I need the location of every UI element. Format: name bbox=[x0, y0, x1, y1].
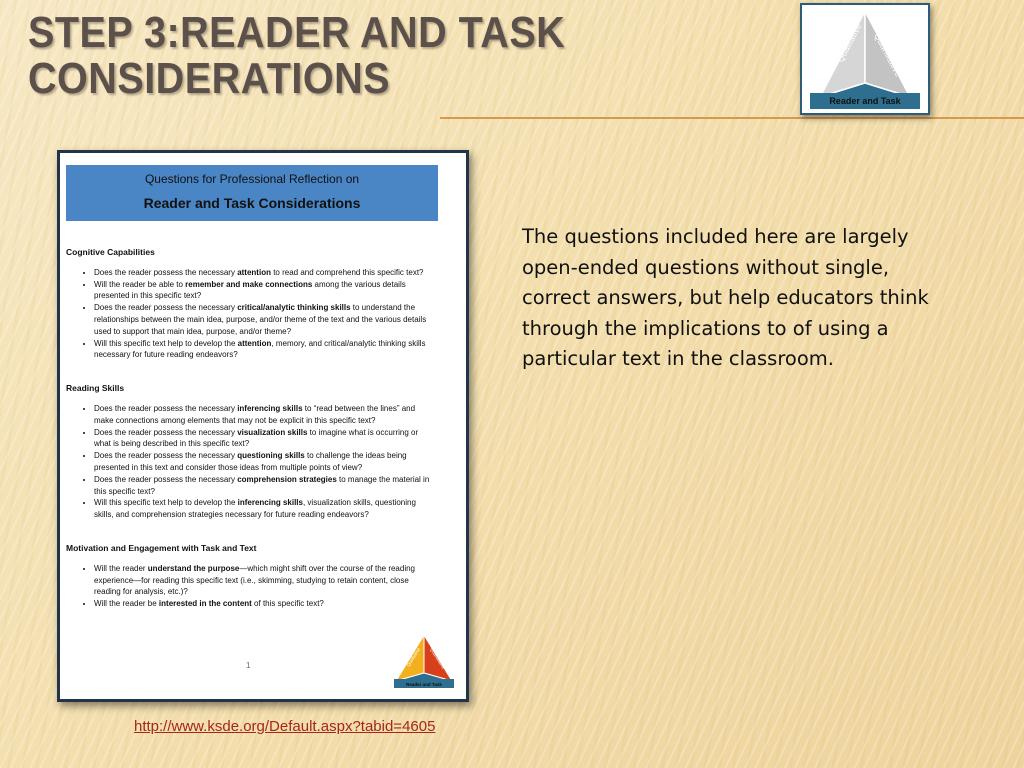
document-question bbox=[94, 450, 436, 474]
slide-title bbox=[28, 10, 658, 102]
document-logo-bottom-label: Reader and Task bbox=[406, 682, 442, 687]
document-question bbox=[94, 403, 436, 427]
document-header bbox=[66, 165, 438, 221]
document-question bbox=[94, 563, 436, 598]
document-preview bbox=[57, 150, 469, 702]
document-header-subtitle: Questions for Professional Reflection on bbox=[144, 172, 360, 186]
triangle-logo-graphic bbox=[802, 5, 928, 113]
question-key-term: comprehension strategies bbox=[237, 474, 337, 484]
slide-title-line-2: CONSIDERATIONS bbox=[28, 54, 390, 103]
question-key-term: attention bbox=[237, 338, 272, 348]
logo-left-label: Qualitative bbox=[834, 21, 864, 64]
question-key-term: critical/analytic thinking skills bbox=[237, 303, 351, 313]
question-text: Does the reader possess the necessary bbox=[94, 403, 238, 413]
question-text-rest: , memory, and critical/analytic thinking skills necessary for future reading endeavors? bbox=[94, 338, 426, 360]
document-section-title: Cognitive Capabilities bbox=[66, 247, 155, 257]
question-text: Does the reader possess the necessary bbox=[94, 451, 238, 461]
logo-right-label: Quantitative bbox=[872, 31, 904, 79]
slide-title-line-1: STEP 3:READER AND TASK bbox=[28, 8, 566, 57]
question-text: Does the reader possess the necessary bbox=[94, 267, 238, 277]
question-key-term: remember and make connections bbox=[185, 279, 313, 289]
question-key-term: understand the purpose bbox=[147, 563, 240, 573]
source-link[interactable]: http://www.ksde.org/Default.aspx?tabid=4605 bbox=[134, 718, 436, 735]
question-text: Will this specific text help to develop the bbox=[94, 338, 238, 348]
page-number: 1 bbox=[246, 661, 251, 670]
document-section bbox=[66, 383, 436, 521]
question-text: Does the reader possess the necessary bbox=[94, 427, 238, 437]
triangle-logo bbox=[800, 3, 930, 115]
title-divider bbox=[440, 117, 1024, 119]
document-question-list bbox=[66, 403, 436, 521]
question-text-rest: to read and comprehend this specific text? bbox=[270, 267, 424, 277]
document-section bbox=[66, 247, 436, 361]
question-text-rest: of this specific text? bbox=[251, 599, 324, 609]
document-question-list bbox=[66, 563, 436, 610]
document-question bbox=[94, 267, 436, 279]
slide-description: The questions included here are largely open-ended questions without single, correct answers, but help educators think through the implications to of using a particular text in the classroom. bbox=[522, 225, 929, 370]
question-key-term: attention bbox=[237, 267, 271, 277]
question-key-term: inferencing skills bbox=[237, 403, 303, 413]
question-text-rest: among the various details presented in this specific text? bbox=[94, 279, 406, 301]
question-text: Will the reader be bbox=[94, 599, 159, 609]
question-text: Will this specific text help to develop the bbox=[94, 498, 238, 508]
document-question bbox=[94, 302, 436, 337]
document-question-list bbox=[66, 267, 436, 361]
question-text-rest: to understand the relationships between the main idea, purpose, and/or theme of the text and the various details used to support that main idea, purpose, and/or theme? bbox=[94, 303, 427, 336]
document-body bbox=[66, 247, 436, 632]
document-logo-left-label: Qualitative bbox=[405, 646, 422, 668]
question-text-rest: to “read between the lines” and make connections among elements that may not be explicit in this specific text? bbox=[94, 403, 416, 425]
document-section-title: Reading Skills bbox=[66, 383, 125, 394]
question-key-term: questioning skills bbox=[237, 451, 305, 461]
logo-bottom-label: Reader and Task bbox=[829, 96, 901, 106]
document-header-title: Reader and Task Considerations bbox=[143, 195, 361, 211]
question-text: Will the reader bbox=[94, 563, 148, 573]
question-text: Does the reader possess the necessary bbox=[94, 474, 238, 484]
document-question bbox=[94, 279, 436, 303]
question-text: Does the reader possess the necessary bbox=[94, 303, 238, 313]
question-key-term: visualization skills bbox=[237, 427, 308, 437]
question-text-rest: to manage the material in this specific text? bbox=[94, 474, 430, 496]
document-section-title: Motivation and Engagement with Task and Text bbox=[66, 542, 257, 553]
question-key-term: interested in the content bbox=[158, 599, 252, 609]
question-text-rest: to challenge the ideas being presented in this text and consider those ideas from multiple points of view? bbox=[94, 451, 407, 472]
document-question bbox=[94, 427, 436, 451]
question-key-term: inferencing skills bbox=[237, 498, 303, 508]
document-question bbox=[94, 338, 436, 362]
question-text: Will the reader be able to bbox=[94, 279, 186, 289]
question-text-rest: , visualization skills, questioning skills, and comprehension strategies necessary for future reading endeavors? bbox=[94, 498, 416, 520]
document-question bbox=[94, 474, 436, 498]
document-question bbox=[94, 598, 436, 610]
document-logo-right-label: Quantitative bbox=[429, 646, 447, 670]
document-triangle-logo bbox=[392, 633, 456, 689]
document-question bbox=[94, 497, 436, 521]
document-section bbox=[66, 543, 436, 610]
question-text-rest: —which might shift over the course of the reading experience—for reading this specific text (i.e., skimming, studying to retain content, close reading for analysis, etc.)? bbox=[94, 563, 416, 597]
question-text-rest: to imagine what is occurring or what is being described in this specific text? bbox=[94, 427, 419, 449]
